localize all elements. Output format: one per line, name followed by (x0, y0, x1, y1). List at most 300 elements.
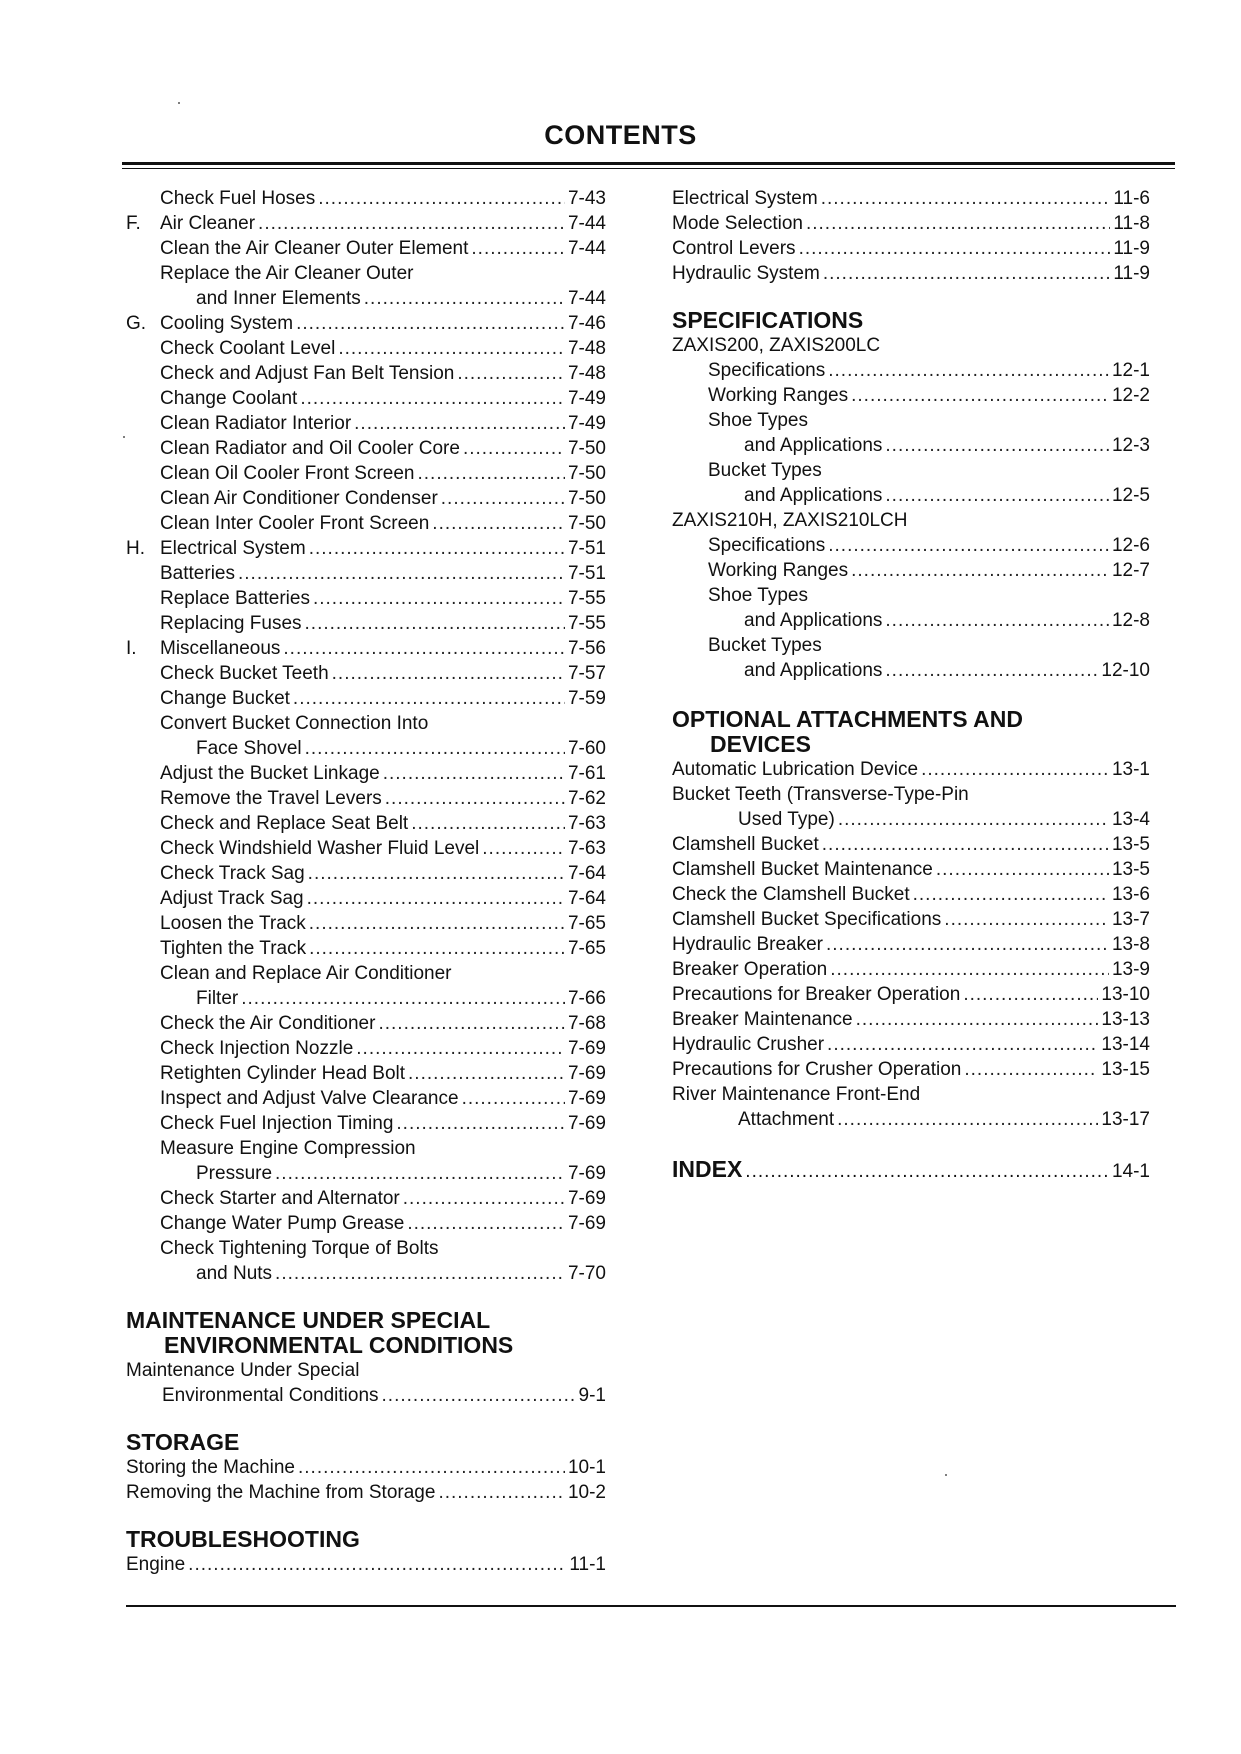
leader-dots (308, 861, 565, 886)
toc-entry (126, 1236, 606, 1261)
leader-dots (309, 936, 565, 961)
leader-dots (238, 561, 565, 586)
toc-entry-page: 7-48 (567, 363, 606, 384)
toc-entry-page: 7-65 (567, 938, 606, 959)
leader-dots (826, 932, 1109, 957)
toc-entry (672, 458, 1150, 483)
toc-entry-page: 13-9 (1111, 959, 1150, 980)
toc-entry[interactable] (126, 436, 606, 461)
leader-dots (482, 836, 565, 861)
toc-entry-page: 7-51 (567, 538, 606, 559)
toc-entry[interactable] (672, 658, 1150, 683)
leader-dots (275, 1261, 565, 1286)
toc-entry-page: 7-46 (567, 313, 606, 334)
toc-entry-page: 7-60 (567, 738, 606, 759)
toc-entry-title: Replace the Air Cleaner Outer (160, 263, 414, 284)
toc-entry[interactable] (672, 857, 1150, 882)
toc-entry[interactable] (126, 1111, 606, 1136)
toc-entry[interactable] (126, 461, 606, 486)
leader-dots (432, 511, 565, 536)
toc-entry-letter: G. (126, 313, 147, 334)
toc-entry[interactable] (672, 757, 1150, 782)
toc-entry-page: 12-2 (1111, 385, 1150, 406)
leader-dots (418, 461, 565, 486)
toc-entry[interactable] (672, 807, 1150, 832)
toc-entry-title: Removing the Machine from Storage (126, 1482, 436, 1503)
leader-dots (851, 558, 1109, 583)
toc-entry-title: Replacing Fuses (160, 613, 302, 634)
leader-dots (283, 636, 565, 661)
toc-entry[interactable] (126, 1455, 606, 1480)
toc-entry-title: ZAXIS200, ZAXIS200LC (672, 335, 881, 356)
toc-entry-title: Attachment (738, 1109, 835, 1130)
left-toc-list (126, 186, 606, 1286)
toc-entry-title: Replace Batteries (160, 588, 310, 609)
toc-entry-page: 13-7 (1111, 909, 1150, 930)
toc-entry-page: 7-65 (567, 913, 606, 934)
leader-dots (471, 236, 565, 261)
toc-entry[interactable] (672, 1107, 1150, 1132)
toc-entry-title: Miscellaneous (160, 638, 281, 659)
right-column (672, 186, 1150, 1184)
leader-dots (364, 286, 565, 311)
leader-dots (305, 611, 565, 636)
toc-entry-title: Tighten the Track (160, 938, 307, 959)
toc-entry-title: Check the Air Conditioner (160, 1013, 376, 1034)
leader-dots (885, 433, 1109, 458)
toc-entry-title: Cooling System (160, 313, 294, 334)
toc-entry-title: Air Cleaner (160, 213, 256, 234)
toc-entry[interactable] (672, 533, 1150, 558)
leader-dots (828, 358, 1109, 383)
toc-entry-page: 13-4 (1111, 809, 1150, 830)
toc-entry-page: 7-50 (567, 513, 606, 534)
toc-entry[interactable] (126, 986, 606, 1011)
toc-entry-title: Filter (196, 988, 239, 1009)
leader-dots (827, 1032, 1098, 1057)
toc-entry[interactable] (672, 433, 1150, 458)
toc-entry[interactable] (672, 383, 1150, 408)
toc-entry (672, 633, 1150, 658)
toc-entry-title: Convert Bucket Connection Into (160, 713, 429, 734)
toc-entry-page: 7-44 (567, 288, 606, 309)
leader-dots (385, 786, 565, 811)
leader-dots (821, 186, 1111, 211)
toc-entry-page: 7-55 (567, 613, 606, 634)
toc-entry-title: Check Coolant Level (160, 338, 336, 359)
index-entry[interactable] (672, 1154, 1150, 1184)
toc-entry-title: Remove the Travel Levers (160, 788, 382, 809)
toc-entry[interactable] (126, 336, 606, 361)
toc-entry[interactable] (672, 907, 1150, 932)
toc-entry-page: 13-17 (1101, 1109, 1150, 1130)
leader-dots (913, 882, 1109, 907)
toc-entry[interactable] (126, 561, 606, 586)
leader-dots (837, 1107, 1098, 1132)
scan-speck (178, 102, 180, 104)
toc-entry-page: 7-69 (567, 1063, 606, 1084)
leader-dots (851, 383, 1109, 408)
toc-entry-page: 13-10 (1101, 984, 1150, 1005)
toc-entry-page: 7-69 (567, 1163, 606, 1184)
leader-dots (885, 483, 1109, 508)
toc-entry-page: 10-1 (567, 1457, 606, 1478)
toc-entry-page: 7-64 (567, 863, 606, 884)
leader-dots (332, 661, 565, 686)
leader-dots (944, 907, 1109, 932)
toc-entry-title: Inspect and Adjust Valve Clearance (160, 1088, 459, 1109)
toc-entry (672, 408, 1150, 433)
toc-entry-title: Clamshell Bucket (672, 834, 819, 855)
leader-dots (382, 1383, 576, 1408)
toc-entry-page: 11-9 (1113, 263, 1150, 284)
toc-entry-title: Clamshell Bucket Specifications (672, 909, 942, 930)
toc-entry-title: Adjust the Bucket Linkage (160, 763, 380, 784)
toc-entry-title: Pressure (196, 1163, 273, 1184)
toc-entry[interactable] (672, 932, 1150, 957)
toc-entry-page: 7-56 (567, 638, 606, 659)
toc-entry[interactable] (126, 611, 606, 636)
toc-entry[interactable] (126, 311, 606, 336)
leader-dots (354, 411, 565, 436)
leader-dots (403, 1186, 565, 1211)
leader-dots (822, 832, 1109, 857)
leader-dots (457, 361, 565, 386)
toc-entry-page: 7-63 (567, 838, 606, 859)
toc-entry[interactable] (126, 211, 606, 236)
toc-entry-title: Check Track Sag (160, 863, 305, 884)
toc-entry (672, 782, 1150, 807)
toc-entry[interactable] (672, 236, 1150, 261)
toc-entry-page: 13-15 (1101, 1059, 1150, 1080)
toc-entry-title: Retighten Cylinder Head Bolt (160, 1063, 406, 1084)
toc-entry (126, 1136, 606, 1161)
scan-speck (123, 436, 125, 438)
toc-entry[interactable] (126, 1480, 606, 1505)
leader-dots (411, 811, 565, 836)
leader-dots (307, 886, 565, 911)
toc-entry-title: Clamshell Bucket Maintenance (672, 859, 933, 880)
toc-entry-title: Precautions for Crusher Operation (672, 1059, 962, 1080)
toc-entry[interactable] (126, 386, 606, 411)
section-heading-maintenance: MAINTENANCE UNDER SPECIAL (126, 1307, 491, 1333)
toc-entry-page: 7-69 (567, 1113, 606, 1134)
toc-entry-page: 7-44 (567, 238, 606, 259)
toc-entry[interactable] (672, 957, 1150, 982)
leader-dots (338, 336, 565, 361)
toc-entry[interactable] (672, 982, 1150, 1007)
toc-entry[interactable] (672, 608, 1150, 633)
toc-entry-title: Change Coolant (160, 388, 298, 409)
toc-entry-title: River Maintenance Front-End (672, 1084, 921, 1105)
leader-dots (438, 1480, 565, 1505)
toc-entry-page: 7-69 (567, 1088, 606, 1109)
toc-entry-title: Check and Adjust Fan Belt Tension (160, 363, 455, 384)
toc-entry-letter: H. (126, 538, 145, 559)
toc-entry-title: and Applications (744, 435, 883, 456)
toc-entry[interactable] (126, 186, 606, 211)
toc-entry (126, 961, 606, 986)
storage-toc-list (126, 1455, 606, 1505)
section-heading-maintenance-line2: ENVIRONMENTAL CONDITIONS (164, 1332, 514, 1358)
section-heading-storage: STORAGE (126, 1429, 240, 1455)
toc-entry[interactable] (126, 486, 606, 511)
leader-dots (407, 1211, 565, 1236)
toc-entry[interactable] (126, 736, 606, 761)
leader-dots (885, 658, 1098, 683)
scan-speck (945, 1474, 947, 1476)
toc-entry[interactable] (126, 911, 606, 936)
leader-dots (830, 957, 1109, 982)
leader-dots (963, 982, 1098, 1007)
toc-entry[interactable] (126, 886, 606, 911)
leader-dots (356, 1036, 565, 1061)
toc-entry[interactable] (126, 586, 606, 611)
section-heading-optional-line2: DEVICES (710, 731, 811, 757)
toc-entry-title: Check the Clamshell Bucket (672, 884, 910, 905)
toc-entry-title: Engine (126, 1554, 186, 1575)
toc-entry[interactable] (126, 1383, 606, 1408)
toc-entry-page: 7-69 (567, 1188, 606, 1209)
toc-entry-title: Bucket Teeth (Transverse-Type-Pin (672, 784, 969, 805)
toc-entry-title: Mode Selection (672, 213, 803, 234)
toc-entry[interactable] (126, 511, 606, 536)
toc-entry-title: Change Bucket (160, 688, 290, 709)
toc-entry[interactable] (672, 882, 1150, 907)
toc-entry-title: and Applications (744, 610, 883, 631)
toc-entry-page: 13-6 (1111, 884, 1150, 905)
toc-entry-title: Maintenance Under Special (126, 1360, 360, 1381)
toc-entry-page: 7-50 (567, 463, 606, 484)
toc-entry[interactable] (126, 811, 606, 836)
toc-entry[interactable] (126, 686, 606, 711)
toc-entry-page: 12-1 (1111, 360, 1150, 381)
toc-entry-title: Clean Radiator and Oil Cooler Core (160, 438, 460, 459)
toc-entry-page: 7-49 (567, 413, 606, 434)
toc-entry-title: Shoe Types (708, 410, 809, 431)
toc-entry-title: Hydraulic Breaker (672, 934, 823, 955)
section-heading-specifications: SPECIFICATIONS (672, 307, 864, 333)
leader-dots (823, 261, 1111, 286)
leader-dots (396, 1111, 565, 1136)
leader-dots (838, 807, 1109, 832)
toc-entry[interactable] (126, 661, 606, 686)
toc-entry[interactable] (126, 536, 606, 561)
leader-dots (309, 911, 565, 936)
leader-dots (298, 1455, 565, 1480)
toc-entry-page: 12-5 (1111, 485, 1150, 506)
toc-entry (672, 583, 1150, 608)
toc-entry[interactable] (126, 636, 606, 661)
toc-entry-page: 12-3 (1111, 435, 1150, 456)
toc-entry-page: 7-68 (567, 1013, 606, 1034)
toc-entry-title: Check Tightening Torque of Bolts (160, 1238, 439, 1259)
leader-dots (462, 1086, 565, 1111)
toc-entry-title: and Applications (744, 485, 883, 506)
leader-dots (293, 686, 565, 711)
toc-entry[interactable] (126, 861, 606, 886)
leader-dots (936, 857, 1109, 882)
toc-entry[interactable] (672, 211, 1150, 236)
toc-entry-title: Check Starter and Alternator (160, 1188, 400, 1209)
leader-dots (296, 311, 565, 336)
specifications-toc-list (672, 333, 1150, 683)
toc-entry[interactable] (672, 558, 1150, 583)
toc-entry[interactable] (126, 411, 606, 436)
toc-entry-page: 13-5 (1111, 834, 1150, 855)
toc-entry[interactable] (672, 483, 1150, 508)
toc-entry[interactable] (126, 1261, 606, 1286)
toc-entry-page: 13-1 (1111, 759, 1150, 780)
toc-entry[interactable] (672, 186, 1150, 211)
leader-dots (188, 1552, 566, 1577)
toc-entry-page: 13-8 (1111, 934, 1150, 955)
toc-entry-page: 7-63 (567, 813, 606, 834)
toc-entry-title: Change Water Pump Grease (160, 1213, 405, 1234)
leader-dots (828, 533, 1109, 558)
toc-entry-title: Environmental Conditions (162, 1385, 379, 1406)
toc-entry[interactable] (126, 1086, 606, 1111)
toc-entry (672, 508, 1150, 533)
toc-entry-title: Used Type) (738, 809, 835, 830)
header-rule (122, 162, 1175, 165)
toc-entry[interactable] (126, 1011, 606, 1036)
toc-entry-page: 7-44 (567, 213, 606, 234)
toc-entry-page: 7-48 (567, 338, 606, 359)
toc-entry-letter: F. (126, 213, 141, 234)
toc-entry-title: Face Shovel (196, 738, 302, 759)
toc-entry[interactable] (672, 261, 1150, 286)
toc-entry[interactable] (126, 936, 606, 961)
leader-dots (856, 1007, 1099, 1032)
toc-entry-page: 11-1 (569, 1554, 606, 1575)
toc-entry-title: Check Fuel Hoses (160, 188, 316, 209)
footer-rule (126, 1605, 1176, 1607)
toc-entry-title: Clean and Replace Air Conditioner (160, 963, 452, 984)
toc-entry-title: Precautions for Breaker Operation (672, 984, 961, 1005)
toc-entry-title: and Inner Elements (196, 288, 361, 309)
toc-entry[interactable] (672, 358, 1150, 383)
header-rule-thin (122, 168, 1175, 169)
toc-entry-title: Specifications (708, 535, 826, 556)
toc-entry[interactable] (126, 836, 606, 861)
index-page: 14-1 (1111, 1161, 1150, 1182)
toc-entry-page: 13-5 (1111, 859, 1150, 880)
page-title: CONTENTS (544, 120, 697, 150)
toc-entry-page: 7-51 (567, 563, 606, 584)
toc-entry-title: Electrical System (160, 538, 306, 559)
toc-entry-page: 7-55 (567, 588, 606, 609)
toc-entry-title: Clean Radiator Interior (160, 413, 352, 434)
toc-entry[interactable] (126, 786, 606, 811)
toc-entry-title: Breaker Maintenance (672, 1009, 853, 1030)
toc-entry-page: 7-69 (567, 1038, 606, 1059)
toc-entry[interactable] (126, 361, 606, 386)
leader-dots (305, 736, 565, 761)
toc-entry[interactable] (672, 1057, 1150, 1082)
toc-entry-title: Control Levers (672, 238, 796, 259)
toc-entry-title: Automatic Lubrication Device (672, 759, 919, 780)
troubleshooting-toc-list (126, 1552, 606, 1577)
toc-entry-title: ZAXIS210H, ZAXIS210LCH (672, 510, 908, 531)
toc-entry[interactable] (126, 1161, 606, 1186)
toc-entry (672, 1082, 1150, 1107)
toc-entry-page: 12-6 (1111, 535, 1150, 556)
leader-dots (921, 757, 1109, 782)
toc-entry-title: Measure Engine Compression (160, 1138, 416, 1159)
toc-entry-title: Check Windshield Washer Fluid Level (160, 838, 480, 859)
toc-entry-page: 12-7 (1111, 560, 1150, 581)
leader-dots (300, 386, 565, 411)
toc-entry-page: 7-69 (567, 1213, 606, 1234)
leader-dots (313, 586, 565, 611)
toc-entry-title: Breaker Operation (672, 959, 828, 980)
toc-entry-title: Check and Replace Seat Belt (160, 813, 409, 834)
toc-entry-title: and Applications (744, 660, 883, 681)
leader-dots (441, 486, 565, 511)
toc-entry-title: Clean Air Conditioner Condenser (160, 488, 438, 509)
toc-entry-title: Check Fuel Injection Timing (160, 1113, 394, 1134)
toc-entry-page: 7-62 (567, 788, 606, 809)
toc-entry-page: 7-64 (567, 888, 606, 909)
toc-entry-page: 12-10 (1101, 660, 1150, 681)
toc-entry (672, 333, 1150, 358)
left-column (126, 186, 606, 1577)
toc-entry-title: Hydraulic System (672, 263, 820, 284)
toc-entry[interactable] (672, 1007, 1150, 1032)
leader-dots (885, 608, 1109, 633)
optional-toc-list (672, 757, 1150, 1132)
toc-entry-page: 12-8 (1111, 610, 1150, 631)
toc-entry (126, 261, 606, 286)
toc-entry[interactable] (126, 236, 606, 261)
toc-entry[interactable] (126, 1552, 606, 1577)
toc-entry-title: Batteries (160, 563, 235, 584)
toc-entry-page: 7-49 (567, 388, 606, 409)
leader-dots (806, 211, 1110, 236)
toc-entry-letter: I. (126, 638, 137, 659)
toc-entry[interactable] (126, 1211, 606, 1236)
toc-entry-page: 9-1 (578, 1385, 606, 1406)
toc-entry[interactable] (126, 761, 606, 786)
toc-entry[interactable] (672, 832, 1150, 857)
toc-entry-title: Check Injection Nozzle (160, 1038, 354, 1059)
toc-entry-title: Clean the Air Cleaner Outer Element (160, 238, 469, 259)
toc-entry-page: 7-61 (567, 763, 606, 784)
toc-entry-title: Electrical System (672, 188, 818, 209)
toc-entry[interactable] (126, 286, 606, 311)
leader-dots (799, 236, 1111, 261)
toc-entry-title: Working Ranges (708, 560, 849, 581)
toc-entry-page: 7-50 (567, 488, 606, 509)
troubleshooting-continued-list (672, 186, 1150, 286)
toc-entry-title: Working Ranges (708, 385, 849, 406)
toc-entry-page: 7-66 (567, 988, 606, 1009)
toc-entry-title: Check Bucket Teeth (160, 663, 329, 684)
maintenance-toc-list (126, 1358, 606, 1408)
toc-entry[interactable] (126, 1061, 606, 1086)
toc-entry-page: 11-6 (1113, 188, 1150, 209)
leader-dots (309, 536, 565, 561)
toc-entry-page: 7-70 (567, 1263, 606, 1284)
toc-entry-title: Adjust Track Sag (160, 888, 304, 909)
leader-dots (258, 211, 565, 236)
leader-dots (275, 1161, 565, 1186)
toc-entry[interactable] (126, 1186, 606, 1211)
toc-entry[interactable] (672, 1032, 1150, 1057)
toc-entry[interactable] (126, 1036, 606, 1061)
toc-entry-title: Bucket Types (708, 635, 822, 656)
